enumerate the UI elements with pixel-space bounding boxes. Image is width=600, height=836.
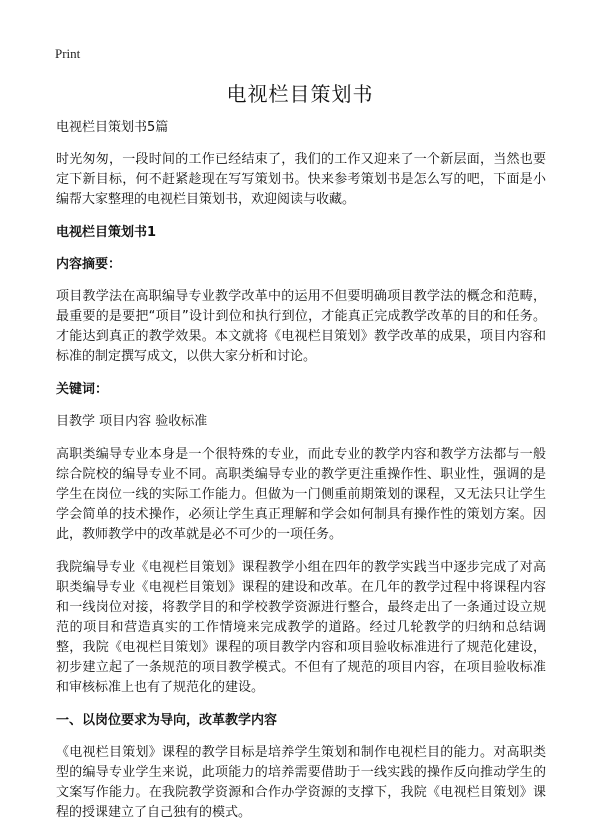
intro-paragraph: 时光匆匆，一段时间的工作已经结束了，我们的工作又迎来了一个新层面，当然也要定下新目标，何不赶紧趁现在写写策划书。快来参考策划书是怎么写的吧，下面是小编帮大家整理的电视栏目策划书，欢迎阅读与收藏。 <box>56 152 546 207</box>
page-title: 电视栏目策划书 <box>226 82 374 106</box>
section-heading-plan-1: 电视栏目策划书1 <box>56 225 157 240</box>
abstract-paragraph: 项目教学法在高职编导专业教学改革中的运用不但要明确项目教学法的概念和范畴，最重要的是要把“项目”设计到位和执行到位，才能真正完成教学改革的目的和任务。才能达到真正的教学效果。本文就将《电视栏目策划》教学改革的成果，项目内容和标准的制定撰写成文，以供大家分析和讨论。 <box>56 289 546 364</box>
keywords-paragraph: 目教学 项目内容 验收标准 <box>56 414 208 429</box>
section-heading-job-oriented: 一、以岗位要求为导向，改革教学内容 <box>56 713 278 728</box>
body-paragraph: 我院编导专业《电视栏目策划》课程教学小组在四年的教学实践当中逐步完成了对高职类编导专业《电视栏目策划》课程的建设和改革。在几年的教学过程中将课程内容和一线岗位对接，将教学目的和学校教学资源进行整合，最终走出了一条通过设立规范的项目和营造真实的工作情境来完成教学的道路。经过几轮教学的归纳和总结调整，我院《电视栏目策划》课程的项目教学内容和项目验收标准进行了规范化建设，初步建立起了一条规范的项目教学模式。不但有了规范的项目内容，在项目验收标准和审核标准上也有了规范化的建设。 <box>56 560 546 695</box>
body-paragraph: 高职类编导专业本身是一个很特殊的专业，而此专业的教学内容和教学方法都与一般综合院校的编导专业不同。高职类编导专业的教学更注重操作性、职业性，强调的是学生在岗位一线的实际工作能力。但做为一门侧重前期策划的课程，又无法只让学生学会简单的技术操作，必须让学生真正理解和学会如何制具有操作性的策划方案。因此，教师教学中的改革就是必不可少的一项任务。 <box>56 447 546 542</box>
document-subtitle: 电视栏目策划书5篇 <box>56 120 169 135</box>
abstract-heading: 内容摘要： <box>56 257 122 272</box>
keywords-heading: 关键词： <box>56 382 109 397</box>
body-paragraph: 《电视栏目策划》课程的教学目标是培养学生策划和制作电视栏目的能力。对高职类型的编导专业学生来说，此项能力的培养需要借助于一线实践的操作反向推动学生的文案写作能力。在我院教学资源和合作办学资源的支撑下，我院《电视栏目策划》课程的授课建立了自己独有的模式。 <box>56 745 546 820</box>
print-link[interactable]: Print <box>55 46 81 61</box>
document-body <box>56 118 546 836</box>
